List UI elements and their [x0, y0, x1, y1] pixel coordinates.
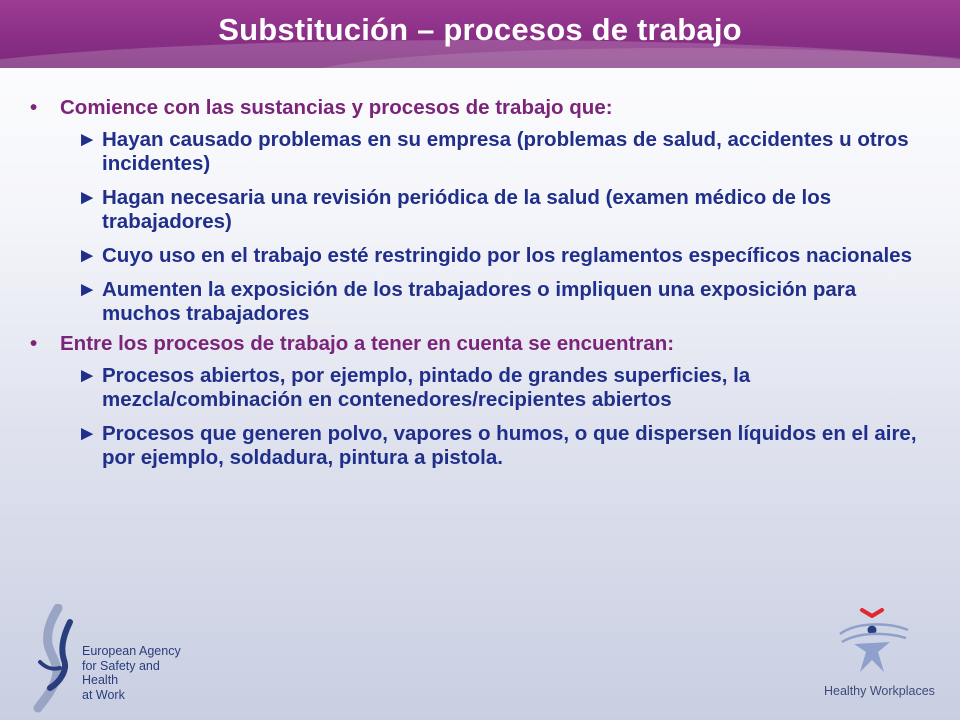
- arrow-bullet-icon: ►: [77, 422, 98, 445]
- bullet-icon: •: [30, 96, 38, 119]
- sub-bullet-text: Procesos abiertos, por ejemplo, pintado de grandes superficies, la mezcla/combinación en contenedores/recipientes abiertos: [102, 364, 751, 411]
- healthy-workplaces-logo-icon: [820, 604, 930, 684]
- title-bar: [0, 0, 960, 68]
- sub-bullet: [24, 244, 934, 268]
- slide-title: Substitución – procesos de trabajo: [218, 12, 742, 47]
- bullet-section-1: [24, 96, 934, 120]
- slide-content: [24, 96, 934, 480]
- bullet-text: Comience con las sustancias y procesos de trabajo que:: [60, 96, 613, 119]
- arrow-bullet-icon: ►: [77, 244, 98, 267]
- sub-bullet: [24, 422, 934, 470]
- arrow-bullet-icon: ►: [77, 364, 98, 387]
- healthy-workplaces-logo-text: Healthy Workplaces: [824, 684, 935, 698]
- healthy-workplaces-logo: [820, 604, 940, 712]
- arrow-bullet-icon: ►: [77, 186, 98, 209]
- sub-bullet-text: Cuyo uso en el trabajo esté restringido por los reglamentos específicos nacionales: [102, 244, 912, 267]
- sub-bullet: [24, 278, 934, 326]
- sub-bullet-text: Hayan causado problemas en su empresa (problemas de salud, accidentes u otros incidentes): [102, 128, 909, 175]
- sub-bullet-text: Aumenten la exposición de los trabajadores o impliquen una exposición para muchos trabajadores: [102, 278, 857, 325]
- eu-osha-logo: [30, 604, 190, 714]
- arrow-bullet-icon: ►: [77, 278, 98, 301]
- bullet-icon: •: [30, 332, 38, 355]
- sub-bullet: [24, 364, 934, 412]
- bullet-section-2: [24, 332, 934, 356]
- sub-bullet: [24, 186, 934, 234]
- sub-bullet-text: Hagan necesaria una revisión periódica de la salud (examen médico de los trabajadores): [102, 186, 832, 233]
- arrow-bullet-icon: ►: [77, 128, 98, 151]
- eu-osha-logo-icon: [30, 604, 90, 714]
- eu-osha-logo-text: European Agency for Safety and Health at Work: [82, 644, 181, 702]
- bullet-text: Entre los procesos de trabajo a tener en cuenta se encuentran:: [60, 332, 675, 355]
- sub-bullet: [24, 128, 934, 176]
- sub-bullet-text: Procesos que generen polvo, vapores o humos, o que dispersen líquidos en el aire, por ejemplo, soldadura, pintura a pistola.: [102, 422, 917, 469]
